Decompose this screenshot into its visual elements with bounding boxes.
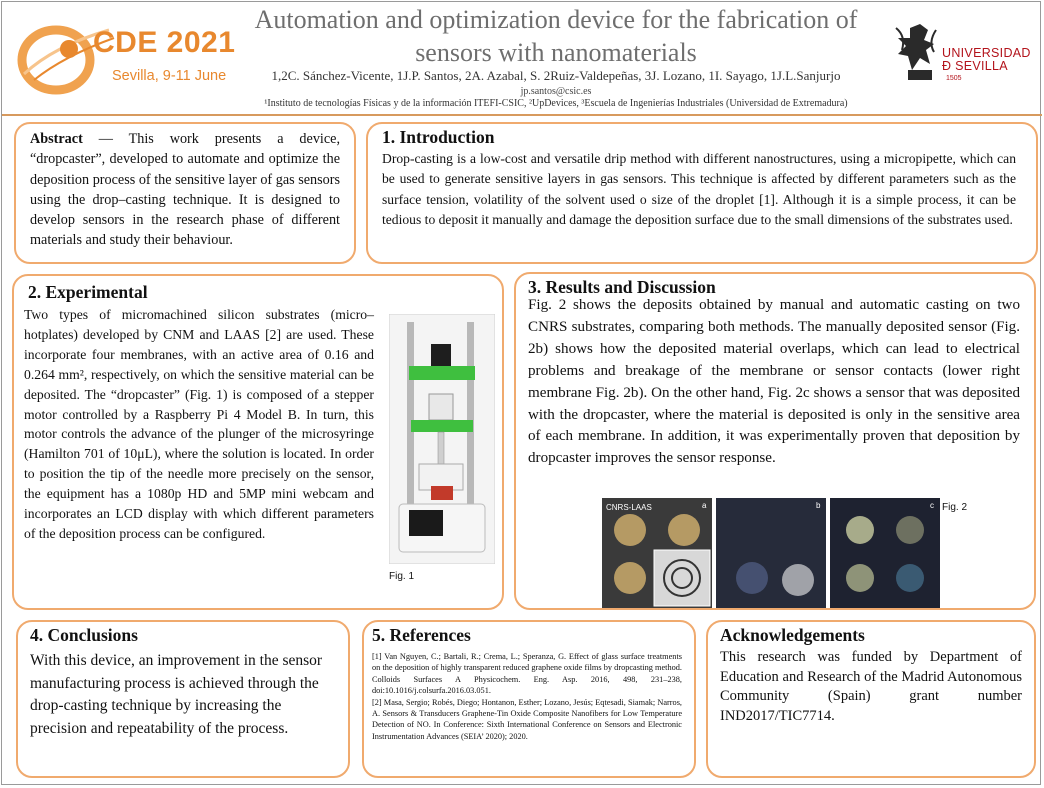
reference-item: [1] Van Nguyen, C.; Bartali, R.; Crema, L.; Speranza, G. Effect of glass surface treatments on the deposition of highly transparent reduced graphene oxide films by dropcasting method. Colloids Surfaces A Physicochem. Eng. Asp. 2016, 498, 231–238, doi:10.1016/j.colsurfa.2016.03.051. [372, 652, 682, 696]
introduction-heading: 1. Introduction [382, 127, 495, 147]
acknowledgements-heading: Acknowledgements [720, 625, 865, 645]
conclusions-text: With this device, an improvement in the sensor manufacturing process is achieved through the drop-casting technique by increasing the precision and repeatability of the process. [30, 652, 323, 737]
cde-logo-year: CDE 2021 [93, 26, 236, 59]
fig1-dropcaster-photo [389, 314, 495, 564]
results-box [514, 272, 1036, 610]
fig2-panel-a-label: a [702, 501, 707, 510]
universidad-sevilla-name: UNIVERSIDAD Ð SEVILLA [942, 46, 1031, 73]
fig1-caption: Fig. 1 [389, 571, 415, 582]
header-divider [2, 114, 1042, 116]
fig2-sensor-photos [602, 498, 972, 608]
conclusions-heading: 4. Conclusions [30, 625, 138, 645]
abstract-label: Abstract [30, 131, 83, 147]
conclusions-box [16, 620, 350, 778]
fig2-caption: Fig. 2 [942, 502, 968, 513]
acknowledgements-box [706, 620, 1036, 778]
abstract-body: — This work presents a device, “dropcaster”, developed to automate and optimize the deposition process of the sensitive layer of gas sensors using the drop–casting technique. It is designed to develop sensors in the research phase of different materials and study their behaviour. [30, 131, 340, 249]
introduction-box [366, 122, 1038, 264]
experimental-box [12, 274, 504, 610]
reference-item: [2] Masa, Sergio; Robés, Diego; Hontanon, Esther; Lozano, Jesús; Eqtesadi, Siamak; Narros, A. Sensors & Transducers Graphene-Tin Oxide Composite Nanofibers for Low Temperature Detection of NO. In Conference: Sixth International Conference on Sensors and Electronic Instrumentation Advances (SEIA’ 2020); 2020. [372, 697, 682, 741]
cde-logo-date: Sevilla, 9-11 June [112, 68, 227, 84]
experimental-heading: 2. Experimental [28, 282, 148, 302]
abstract-box [14, 122, 356, 264]
results-heading: 3. Results and Discussion [528, 277, 716, 297]
fig2-panel-tag: CNRS-LAAS [606, 503, 652, 512]
acknowledgements-text: This research was funded by Department of Education and Research of the Madrid Autonomous Community (Spain) grant number IND2017/TIC7714. [720, 649, 1022, 724]
introduction-text: Drop-casting is a low-cost and versatile drip method with different nanostructures, using a micropipette, which can be used to generate sensitive layers in gas sensors. This technique is affected by different parameters such as the surface tension, volatility of the solvent used o size of the droplet [1]. Although it is a simple process, it can be tedious to deposit it manually and damage the deposition surface due to the small dimensions of the substrates used. [382, 151, 1016, 227]
author-list: 1,2C. Sánchez-Vicente, 1J.P. Santos, 2A. Azabal, S. 2Ruiz-Valdepeñas, 3J. Lozano, 1I. Sayago, 1J.L.Sanjurjo [271, 68, 841, 83]
fig2-panel-b-label: b [816, 501, 821, 510]
affiliations: ¹Instituto de tecnologías Físicas y de la información ITEFI-CSIC, ²UpDevices, ³Escuela de Ingenierías Industriales (Universidad de Extremadura) [264, 98, 848, 109]
poster-title: Automation and optimization device for the fabrication of sensors with nanomaterials [254, 5, 858, 67]
references-list [372, 651, 682, 742]
experimental-text: Two types of micromachined silicon substrates (micro–hotplates) developed by CNM and LAAS [2] are used. These incorporate four membranes, with an active area of 0.16 and 0.264 mm², respectively, on which the sensitive material can be deposited. The “dropcaster” (Fig. 1) is composed of a stepper motor controlled by a Raspberry Pi 4 Model B. In turn, this motor controls the advance of the plunger of the microsyringe (Hamilton 701 of 10μL), where the solution is located. In order to position the tip of the needle more precisely on the sensor, the equipment has a 1080p HD and 5MP mini webcam and incorporates an LCD display with which different parameters of the deposition process can be configured. [24, 307, 374, 541]
universidad-sevilla-year: 1505 [946, 75, 962, 82]
results-text: Fig. 2 shows the deposits obtained by manual and automatic casting on two CNRS substrates, comparing both methods. The manually deposited sensor (Fig. 2b) shows how the deposited material overlaps, which can lead to electrical problems and breakage of the membrane or sensor contacts (lower right membrane Fig. 2b). On the other hand, Fig. 2c shows a sensor that was deposited with the dropcaster, where the material is deposited is only in the sensitive area of each membrane. In addition, it was experimentally proven that deposition by dropcaster improves the sensor response. [528, 297, 1020, 467]
references-box [362, 620, 696, 778]
fig2-panel-c-label: c [930, 501, 934, 510]
abstract-text [30, 129, 340, 251]
references-heading: 5. References [372, 625, 471, 645]
contact-email: jp.santos@csic.es [520, 86, 592, 97]
